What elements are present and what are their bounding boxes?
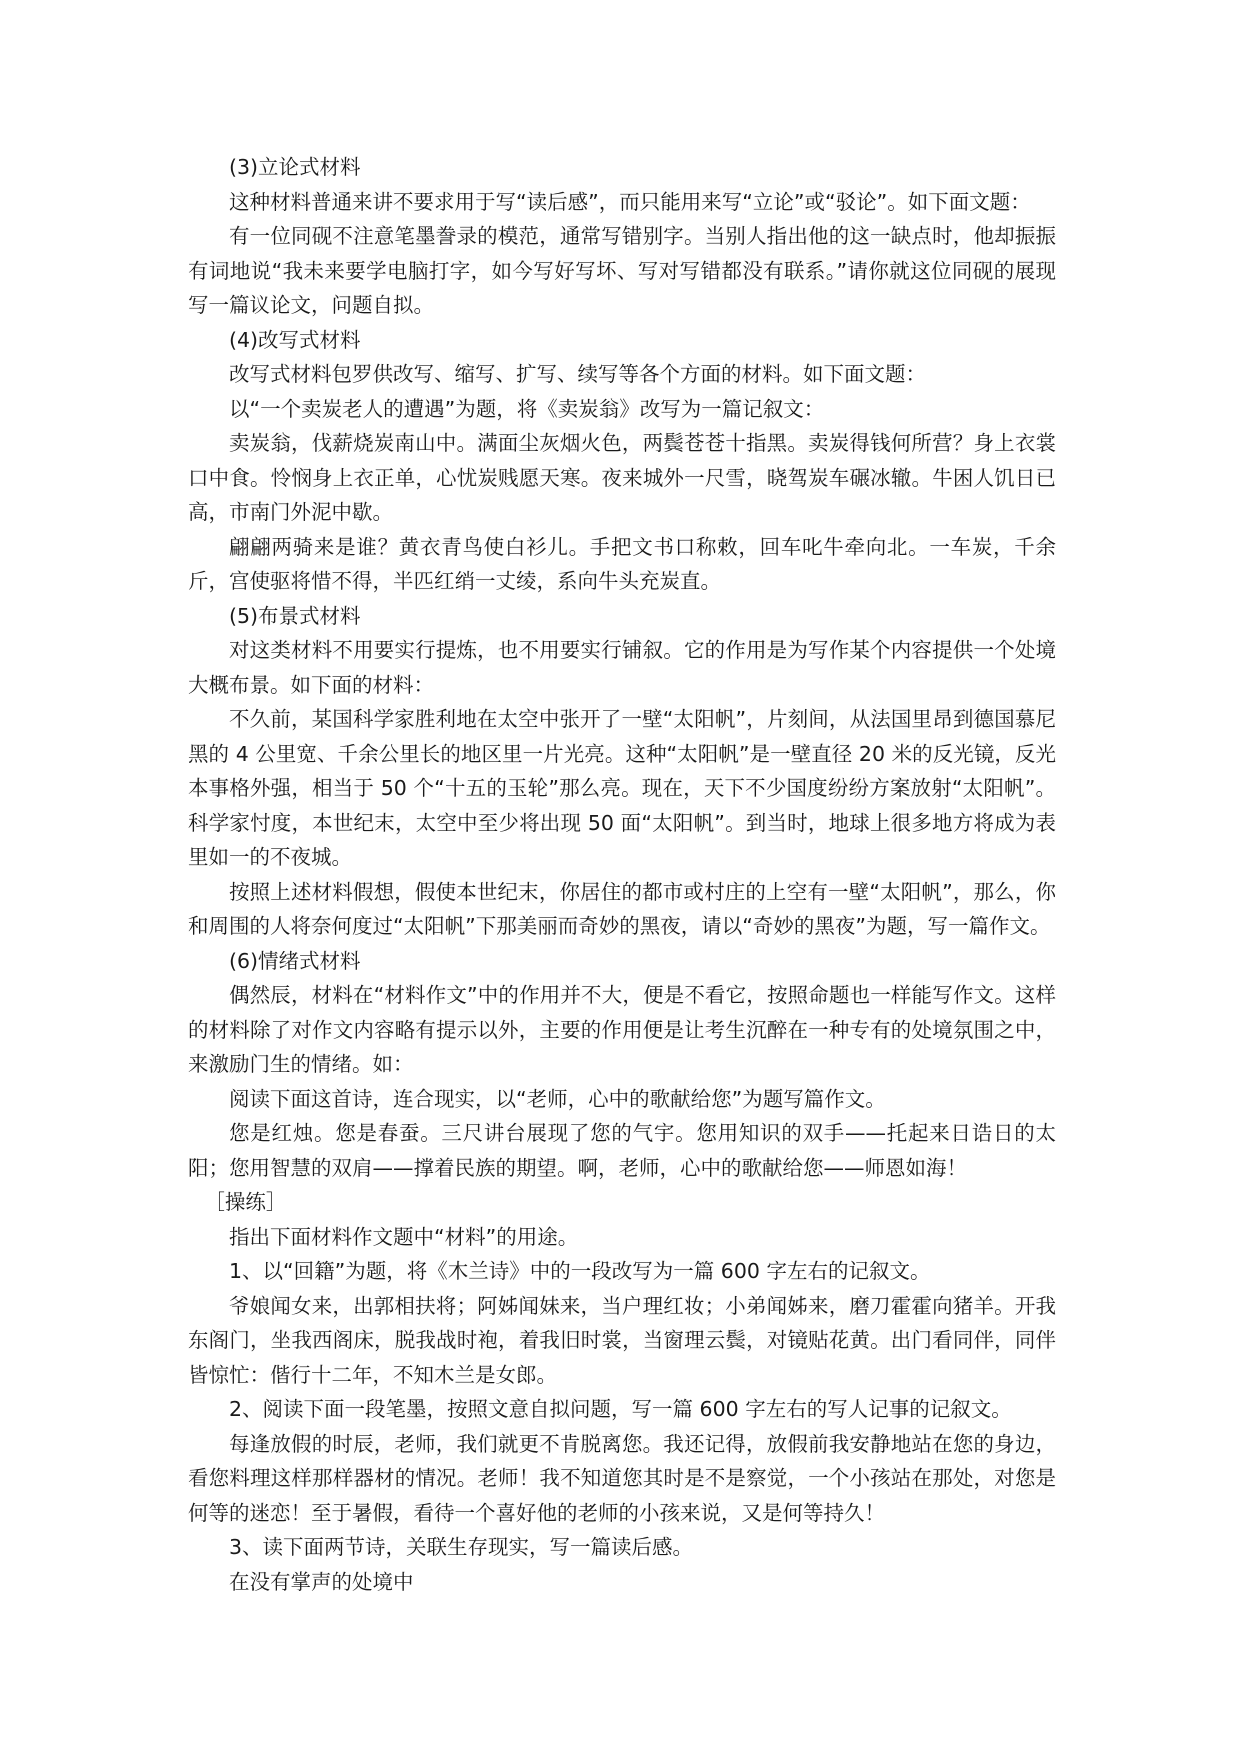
exercise-heading: ［操练］ [204, 1190, 287, 1214]
heading-3: (3)立论式材料 [229, 155, 361, 179]
paragraph: 改写式材料包罗供改写、缩写、扩写、续写等各个方面的材料。如下面文题： [229, 362, 926, 386]
paragraph: 对这类材料不用要实行提炼，也不用要实行铺叙。它的作用是为写作某个内容提供一个处境大概布景。如下面的材料： [188, 638, 1056, 697]
paragraph: 有一位同砚不注意笔墨誊录的模范，通常写错别字。当别人指出他的这一缺点时，他却振振有词地说“我未来要学电脑打字，如今写好写坏、写对写错都没有联系。”请你就这位同砚的展现写一篇议论文，问题自拟。 [188, 224, 1056, 317]
paragraph: 阅读下面这首诗，连合现实，以“老师，心中的歌献给您”为题写篇作文。 [229, 1086, 886, 1111]
heading-5: (5)布景式材料 [229, 603, 361, 628]
paragraph: 指出下面材料作文题中“材料”的用途。 [229, 1224, 579, 1249]
paragraph: 您是红烛。您是春蚕。三尺讲台展现了您的气宇。您用知识的双手——托起来日诰日的太阳；您用智慧的双肩——撑着民族的期望。啊，老师，心中的歌献给您——师恩如海！ [188, 1121, 1056, 1180]
paragraph: 在没有掌声的处境中 [229, 1569, 414, 1594]
paragraph: 每逢放假的时辰，老师，我们就更不肯脱离您。我还记得，放假前我安静地站在您的身边，看您料理这样那样器材的情况。老师！我不知道您其时是不是察觉，一个小孩站在那处，对您是何等的迷恋！至于暑假，看待一个喜好他的老师的小孩来说，又是何等持久！ [188, 1431, 1056, 1525]
poem-paragraph: 翩翩两骑来是谁？黄衣青鸟使白衫儿。手把文书口称敕，回车叱牛牵向北。一车炭，千余斤，宫使驱将惜不得，半匹红绡一丈绫，系向牛头充炭直。 [188, 534, 1056, 593]
exercise-item-2: 2、阅读下面一段笔墨，按照文意自拟问题，写一篇 600 字左右的写人记事的记叙文。 [229, 1397, 1012, 1421]
heading-6: (6)情绪式材料 [229, 948, 361, 973]
paragraph: 以“一个卖炭老人的遭遇”为题，将《卖炭翁》改写为一篇记叙文： [229, 396, 825, 421]
poem-paragraph: 爷娘闻女来，出郭相扶将；阿姊闻妹来，当户理红妆；小弟闻姊来，磨刀霍霍向猪羊。开我东阁门，坐我西阁床，脱我战时袍，着我旧时裳，当窗理云鬓，对镜贴花黄。出门看同伴，同伴皆惊忙：偕行十二年，不知木兰是女郎。 [188, 1293, 1056, 1387]
paragraph: 按照上述材料假想，假使本世纪末，你居住的都市或村庄的上空有一壁“太阳帆”，那么，你和周围的人将奈何度过“太阳帆”下那美丽而奇妙的黑夜，请以“奇妙的黑夜”为题，写一篇作文。 [188, 879, 1056, 938]
exercise-item-1: 1、以“回籍”为题，将《木兰诗》中的一段改写为一篇 600 字左右的记叙文。 [229, 1259, 931, 1283]
document-body [188, 150, 1056, 1599]
exercise-item-3: 3、读下面两节诗，关联生存现实，写一篇读后感。 [229, 1535, 694, 1559]
heading-4: (4)改写式材料 [229, 327, 361, 352]
paragraph: 偶然辰，材料在“材料作文”中的作用并不大，便是不看它，按照命题也一样能写作文。这样的材料除了对作文内容略有提示以外，主要的作用便是让考生沉醉在一种专有的处境氛围之中，来激励门生的情绪。如： [188, 983, 1056, 1076]
paragraph: 不久前，某国科学家胜利地在太空中张开了一壁“太阳帆”，片刻间，从法国里昂到德国慕尼黑的 4 公里宽、千余公里长的地区里一片光亮。这种“太阳帆”是一壁直径 20 米的反光镜，反光本事格外强，相当于 50 个“十五的玉轮”那么亮。现在，天下不少国度纷纷方案放射“太阳帆”。科学家忖度，本世纪末，太空中至少将出现 50 面“太阳帆”。到当时，地球上很多地方将成为表里如一的不夜城。 [188, 707, 1056, 869]
poem-paragraph: 卖炭翁，伐薪烧炭南山中。满面尘灰烟火色，两鬓苍苍十指黑。卖炭得钱何所营？身上衣裳口中食。怜悯身上衣正单，心忧炭贱愿天寒。夜来城外一尺雪，晓驾炭车碾冰辙。牛困人饥日已高，市南门外泥中歇。 [188, 431, 1056, 524]
paragraph: 这种材料普通来讲不要求用于写“读后感”，而只能用来写“立论”或“驳论”。如下面文题： [229, 189, 1031, 214]
